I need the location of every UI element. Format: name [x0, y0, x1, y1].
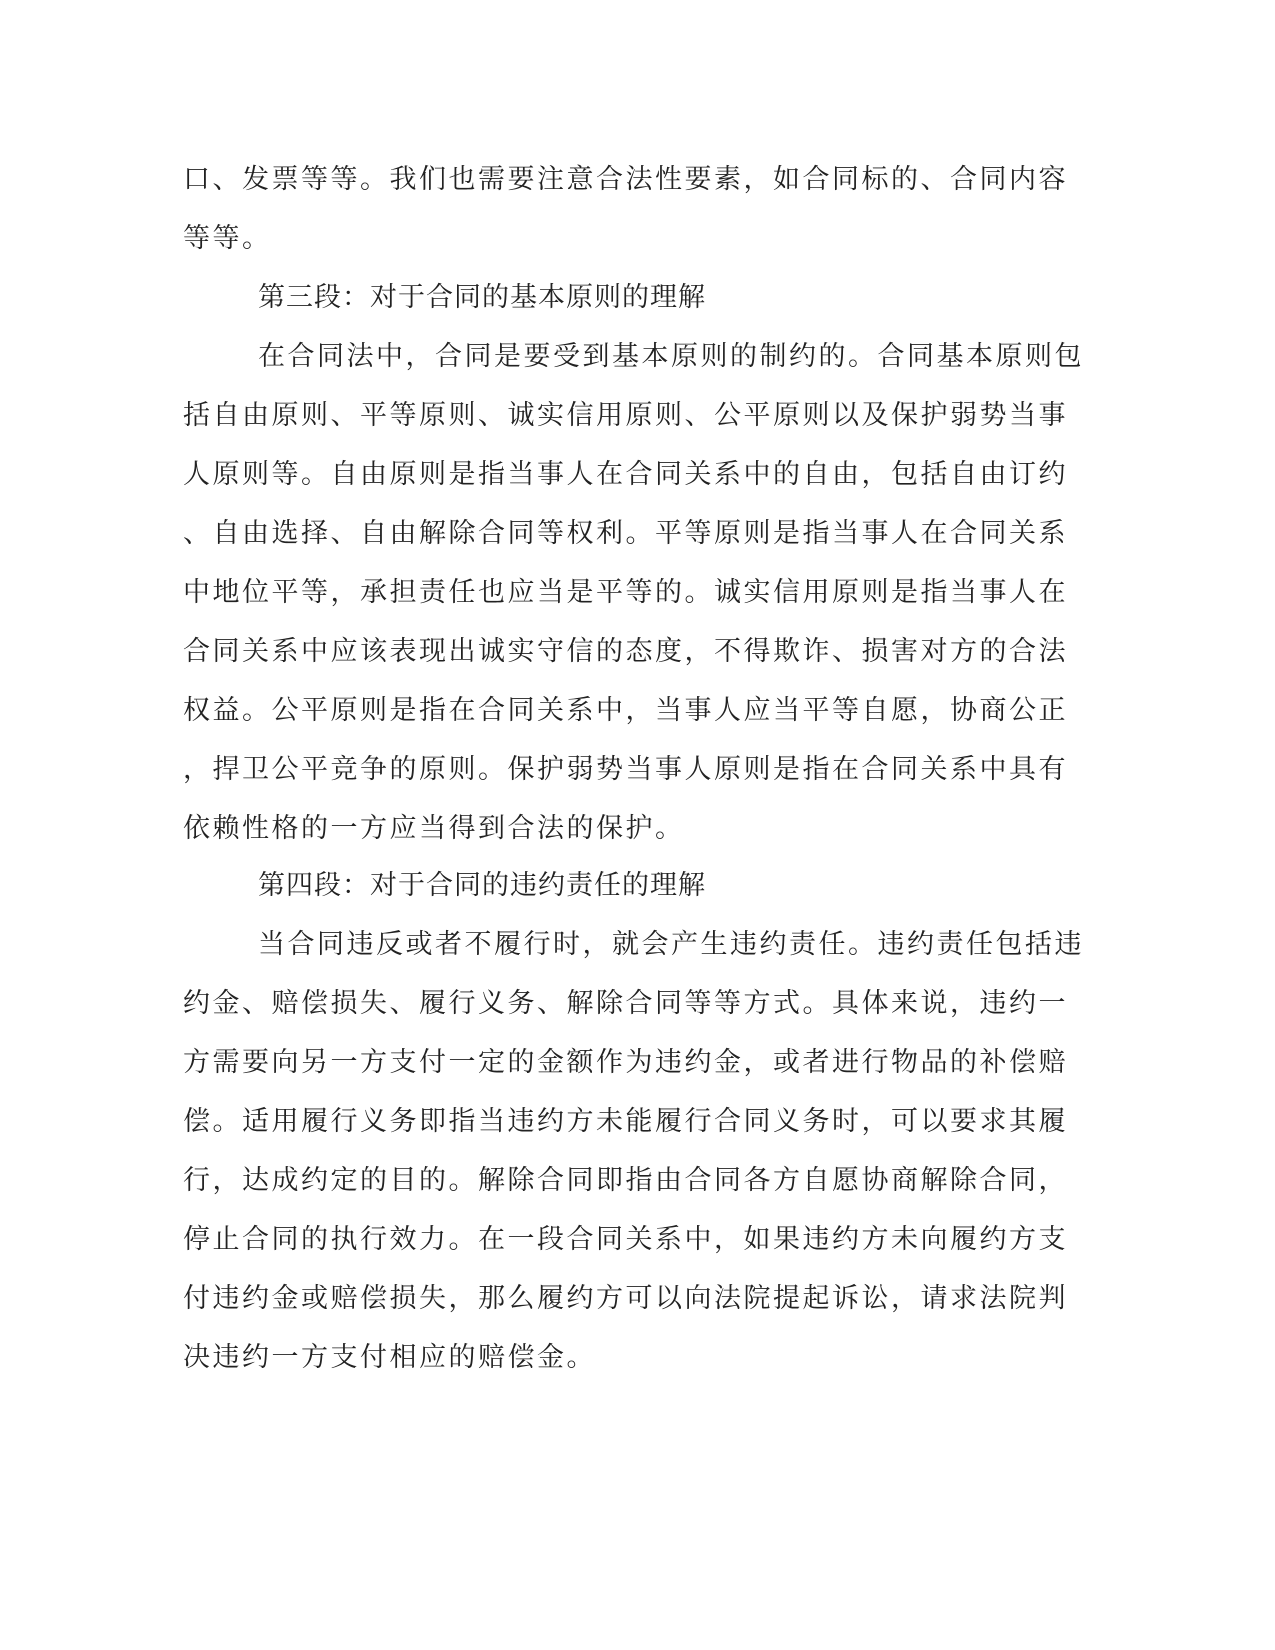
body-text-line: 中地位平等，承担责任也应当是平等的。诚实信用原则是指当事人在 [183, 577, 1068, 608]
body-text-line: 偿。适用履行义务即指当违约方未能履行合同义务时，可以要求其履 [183, 1106, 1068, 1137]
body-text-line: 合同关系中应该表现出诚实守信的态度，不得欺诈、损害对方的合法 [183, 636, 1068, 667]
body-text-line: 约金、赔偿损失、履行义务、解除合同等等方式。具体来说，违约一 [183, 988, 1068, 1019]
body-text-line: 方需要向另一方支付一定的金额作为违约金，或者进行物品的补偿赔 [183, 1047, 1068, 1078]
body-text-line: 等等。 [183, 223, 272, 254]
body-text-line: 行，达成约定的目的。解除合同即指由合同各方自愿协商解除合同， [183, 1165, 1068, 1196]
body-text-line: 当合同违反或者不履行时，就会产生违约责任。违约责任包括违 [258, 929, 1084, 960]
section-heading-4: 第四段：对于合同的违约责任的理解 [258, 870, 706, 901]
body-text-line: 、自由选择、自由解除合同等权利。平等原则是指当事人在合同关系 [183, 518, 1068, 549]
section-heading-3: 第三段：对于合同的基本原则的理解 [258, 282, 706, 313]
body-text-line: 人原则等。自由原则是指当事人在合同关系中的自由，包括自由订约 [183, 459, 1068, 490]
body-text-line: ，捍卫公平竞争的原则。保护弱势当事人原则是指在合同关系中具有 [183, 754, 1068, 785]
body-text-line: 权益。公平原则是指在合同关系中，当事人应当平等自愿，协商公正 [183, 695, 1068, 726]
body-text-line: 口、发票等等。我们也需要注意合法性要素，如合同标的、合同内容 [183, 164, 1068, 195]
body-text-line: 付违约金或赔偿损失，那么履约方可以向法院提起诉讼，请求法院判 [183, 1283, 1068, 1314]
body-text-line: 括自由原则、平等原则、诚实信用原则、公平原则以及保护弱势当事 [183, 400, 1068, 431]
body-text-line: 决违约一方支付相应的赔偿金。 [183, 1342, 596, 1373]
body-text-line: 依赖性格的一方应当得到合法的保护。 [183, 813, 685, 844]
body-text-line: 在合同法中，合同是要受到基本原则的制约的。合同基本原则包 [258, 341, 1084, 372]
body-text-line: 停止合同的执行效力。在一段合同关系中，如果违约方未向履约方支 [183, 1224, 1068, 1255]
